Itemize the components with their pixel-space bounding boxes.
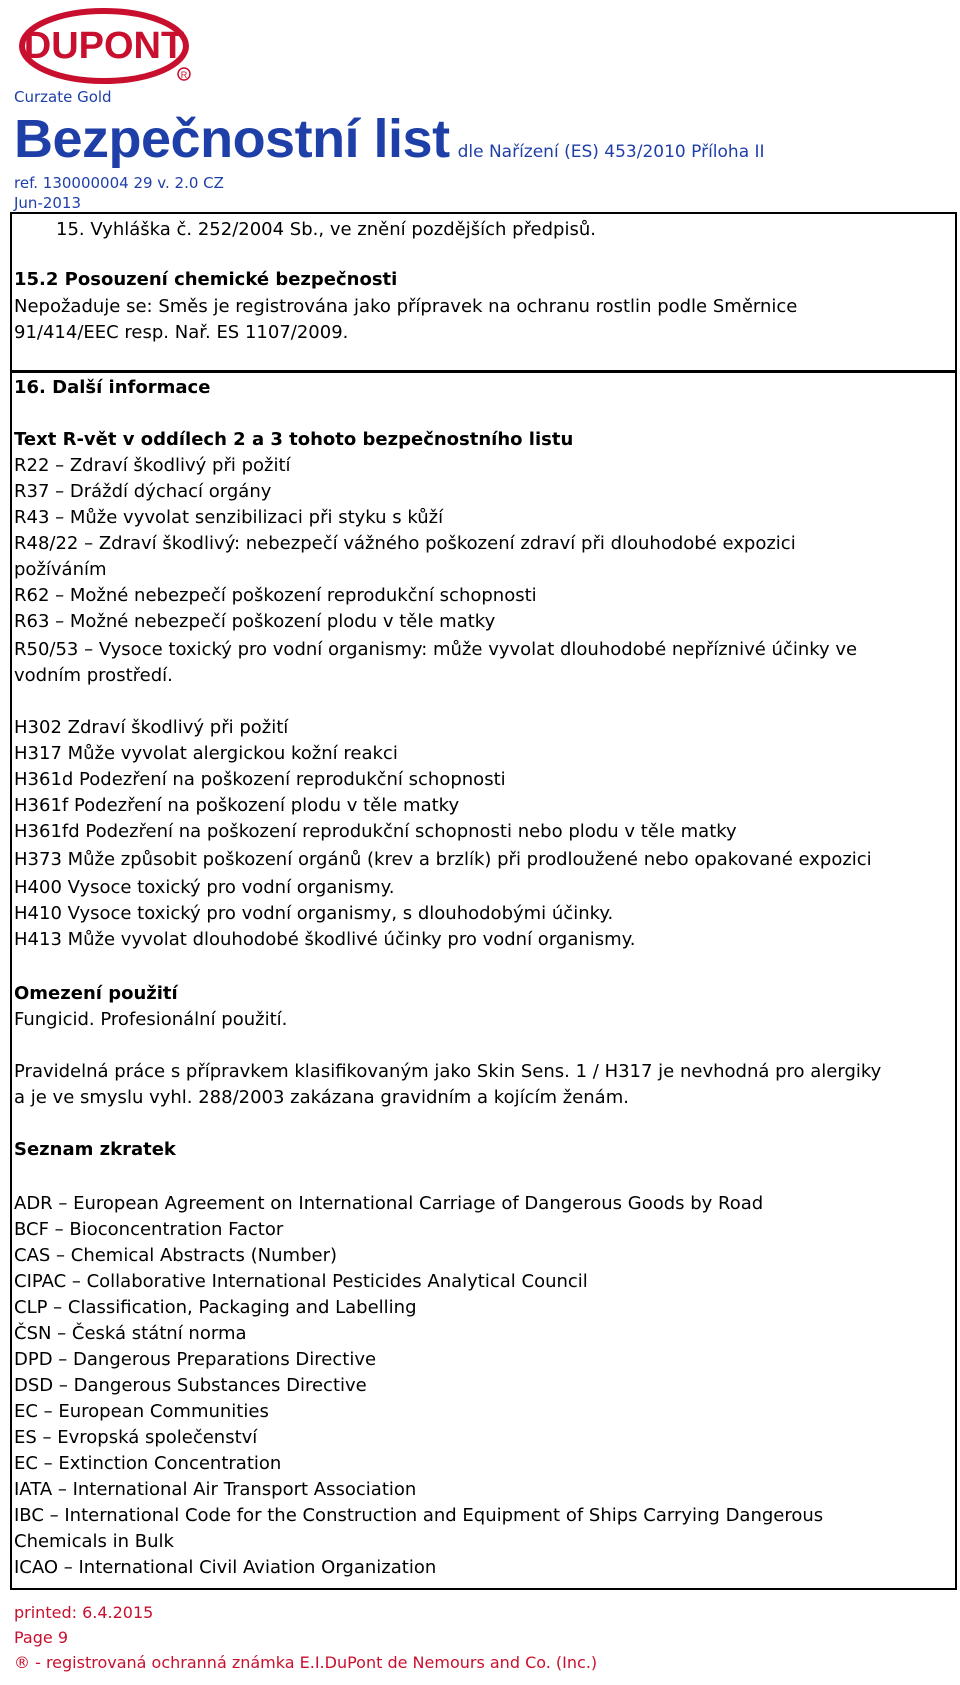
h-phrase: H373 Může způsobit poškození orgánů (krev a brzlík) při prodloužené nebo opakované expozici	[14, 849, 872, 870]
h-phrase: H400 Vysoce toxický pro vodní organismy.	[14, 877, 395, 898]
section-15-2-heading: 15.2 Posouzení chemické bezpečnosti	[14, 269, 398, 290]
h-phrase: H361d Podezření na poškození reprodukční schopnosti	[14, 769, 506, 790]
regulation-subtitle: dle Nařízení (ES) 453/2010 Příloha II	[457, 142, 765, 162]
h-phrase: H410 Vysoce toxický pro vodní organismy, s dlouhodobými účinky.	[14, 903, 614, 924]
abbreviation-item: ES – Evropská společenství	[14, 1427, 258, 1448]
work-restriction-text: a je ve smyslu vyhl. 288/2003 zakázana gravidním a kojícím ženám.	[14, 1087, 629, 1108]
work-restriction-text: Pravidelná práce s přípravkem klasifikovaným jako Skin Sens. 1 / H317 je nevhodná pro alergiky	[14, 1061, 882, 1082]
r-phrase: R43 – Může vyvolat senzibilizaci při styku s kůží	[14, 507, 444, 528]
usage-text: Fungicid. Profesionální použití.	[14, 1009, 288, 1030]
logo-text: DUPONT	[23, 25, 185, 67]
abbreviation-item: CAS – Chemical Abstracts (Number)	[14, 1245, 337, 1266]
h-phrase: H361f Podezření na poškození plodu v těle matky	[14, 795, 460, 816]
svg-text:R: R	[180, 70, 188, 80]
section-15-2-text: 91/414/EEC resp. Nař. ES 1107/2009.	[14, 322, 349, 343]
section-15-2-text: Nepožaduje se: Směs je registrována jako přípravek na ochranu rostlin podle Směrnice	[14, 296, 798, 317]
abbreviation-item: DPD – Dangerous Preparations Directive	[14, 1349, 377, 1370]
r-phrase: R22 – Zdraví škodlivý při požití	[14, 455, 291, 476]
abbreviations-heading: Seznam zkratek	[14, 1139, 176, 1160]
abbreviation-item: EC – Extinction Concentration	[14, 1453, 282, 1474]
abbreviation-item: ČSN – Česká státní norma	[14, 1323, 247, 1344]
h-phrase: H361fd Podezření na poškození reprodukční schopnosti nebo plodu v těle matky	[14, 821, 737, 842]
trademark-notice: ® - registrovaná ochranná známka E.I.DuPont de Nemours and Co. (Inc.)	[14, 1653, 598, 1672]
printed-date: printed: 6.4.2015	[14, 1603, 154, 1622]
document-title: Bezpečnostní list	[14, 109, 450, 169]
abbreviation-item: BCF – Bioconcentration Factor	[14, 1219, 284, 1240]
abbreviation-item: ADR – European Agreement on International Carriage of Dangerous Goods by Road	[14, 1193, 764, 1214]
reference-number: ref. 130000004 29 v. 2.0 CZ	[14, 174, 224, 192]
r-phrase: R62 – Možné nebezpečí poškození reprodukční schopnosti	[14, 585, 537, 606]
h-phrase: H413 Může vyvolat dlouhodobé škodlivé účinky pro vodní organismy.	[14, 929, 636, 950]
section-16-heading: 16. Další informace	[14, 377, 211, 398]
r-phrase: vodním prostředí.	[14, 665, 173, 686]
document-title-line	[14, 108, 765, 170]
dupont-logo	[18, 8, 194, 84]
h-phrase: H302 Zdraví škodlivý při požití	[14, 717, 289, 738]
page-number: Page 9	[14, 1628, 68, 1647]
r-phrase: R37 – Dráždí dýchací orgány	[14, 481, 272, 502]
abbreviation-item: Chemicals in Bulk	[14, 1531, 174, 1552]
page-footer	[14, 1600, 597, 1675]
product-name: Curzate Gold	[14, 88, 112, 106]
r-phrases-heading: Text R-vět v oddílech 2 a 3 tohoto bezpečnostního listu	[14, 429, 574, 450]
abbreviation-item: IATA – International Air Transport Association	[14, 1479, 417, 1500]
r-phrase: R48/22 – Zdraví škodlivý: nebezpečí vážného poškození zdraví při dlouhodobé expozici	[14, 533, 796, 554]
abbreviation-item: ICAO – International Civil Aviation Organization	[14, 1557, 437, 1578]
abbreviation-item: CLP – Classification, Packaging and Labelling	[14, 1297, 417, 1318]
r-phrase: R50/53 – Vysoce toxický pro vodní organismy: může vyvolat dlouhodobé nepříznivé účinky ve	[14, 639, 858, 660]
revision-date: Jun-2013	[14, 194, 82, 212]
usage-heading: Omezení použití	[14, 983, 178, 1004]
abbreviation-item: IBC – International Code for the Construction and Equipment of Ships Carrying Dangerous	[14, 1505, 824, 1526]
abbreviation-item: DSD – Dangerous Substances Directive	[14, 1375, 367, 1396]
law-reference: 15. Vyhláška č. 252/2004 Sb., ve znění pozdějších předpisů.	[56, 219, 596, 240]
h-phrase: H317 Může vyvolat alergickou kožní reakci	[14, 743, 398, 764]
abbreviation-item: EC – European Communities	[14, 1401, 269, 1422]
abbreviation-item: CIPAC – Collaborative International Pesticides Analytical Council	[14, 1271, 588, 1292]
r-phrase: R63 – Možné nebezpečí poškození plodu v těle matky	[14, 611, 496, 632]
r-phrase: požíváním	[14, 559, 107, 580]
